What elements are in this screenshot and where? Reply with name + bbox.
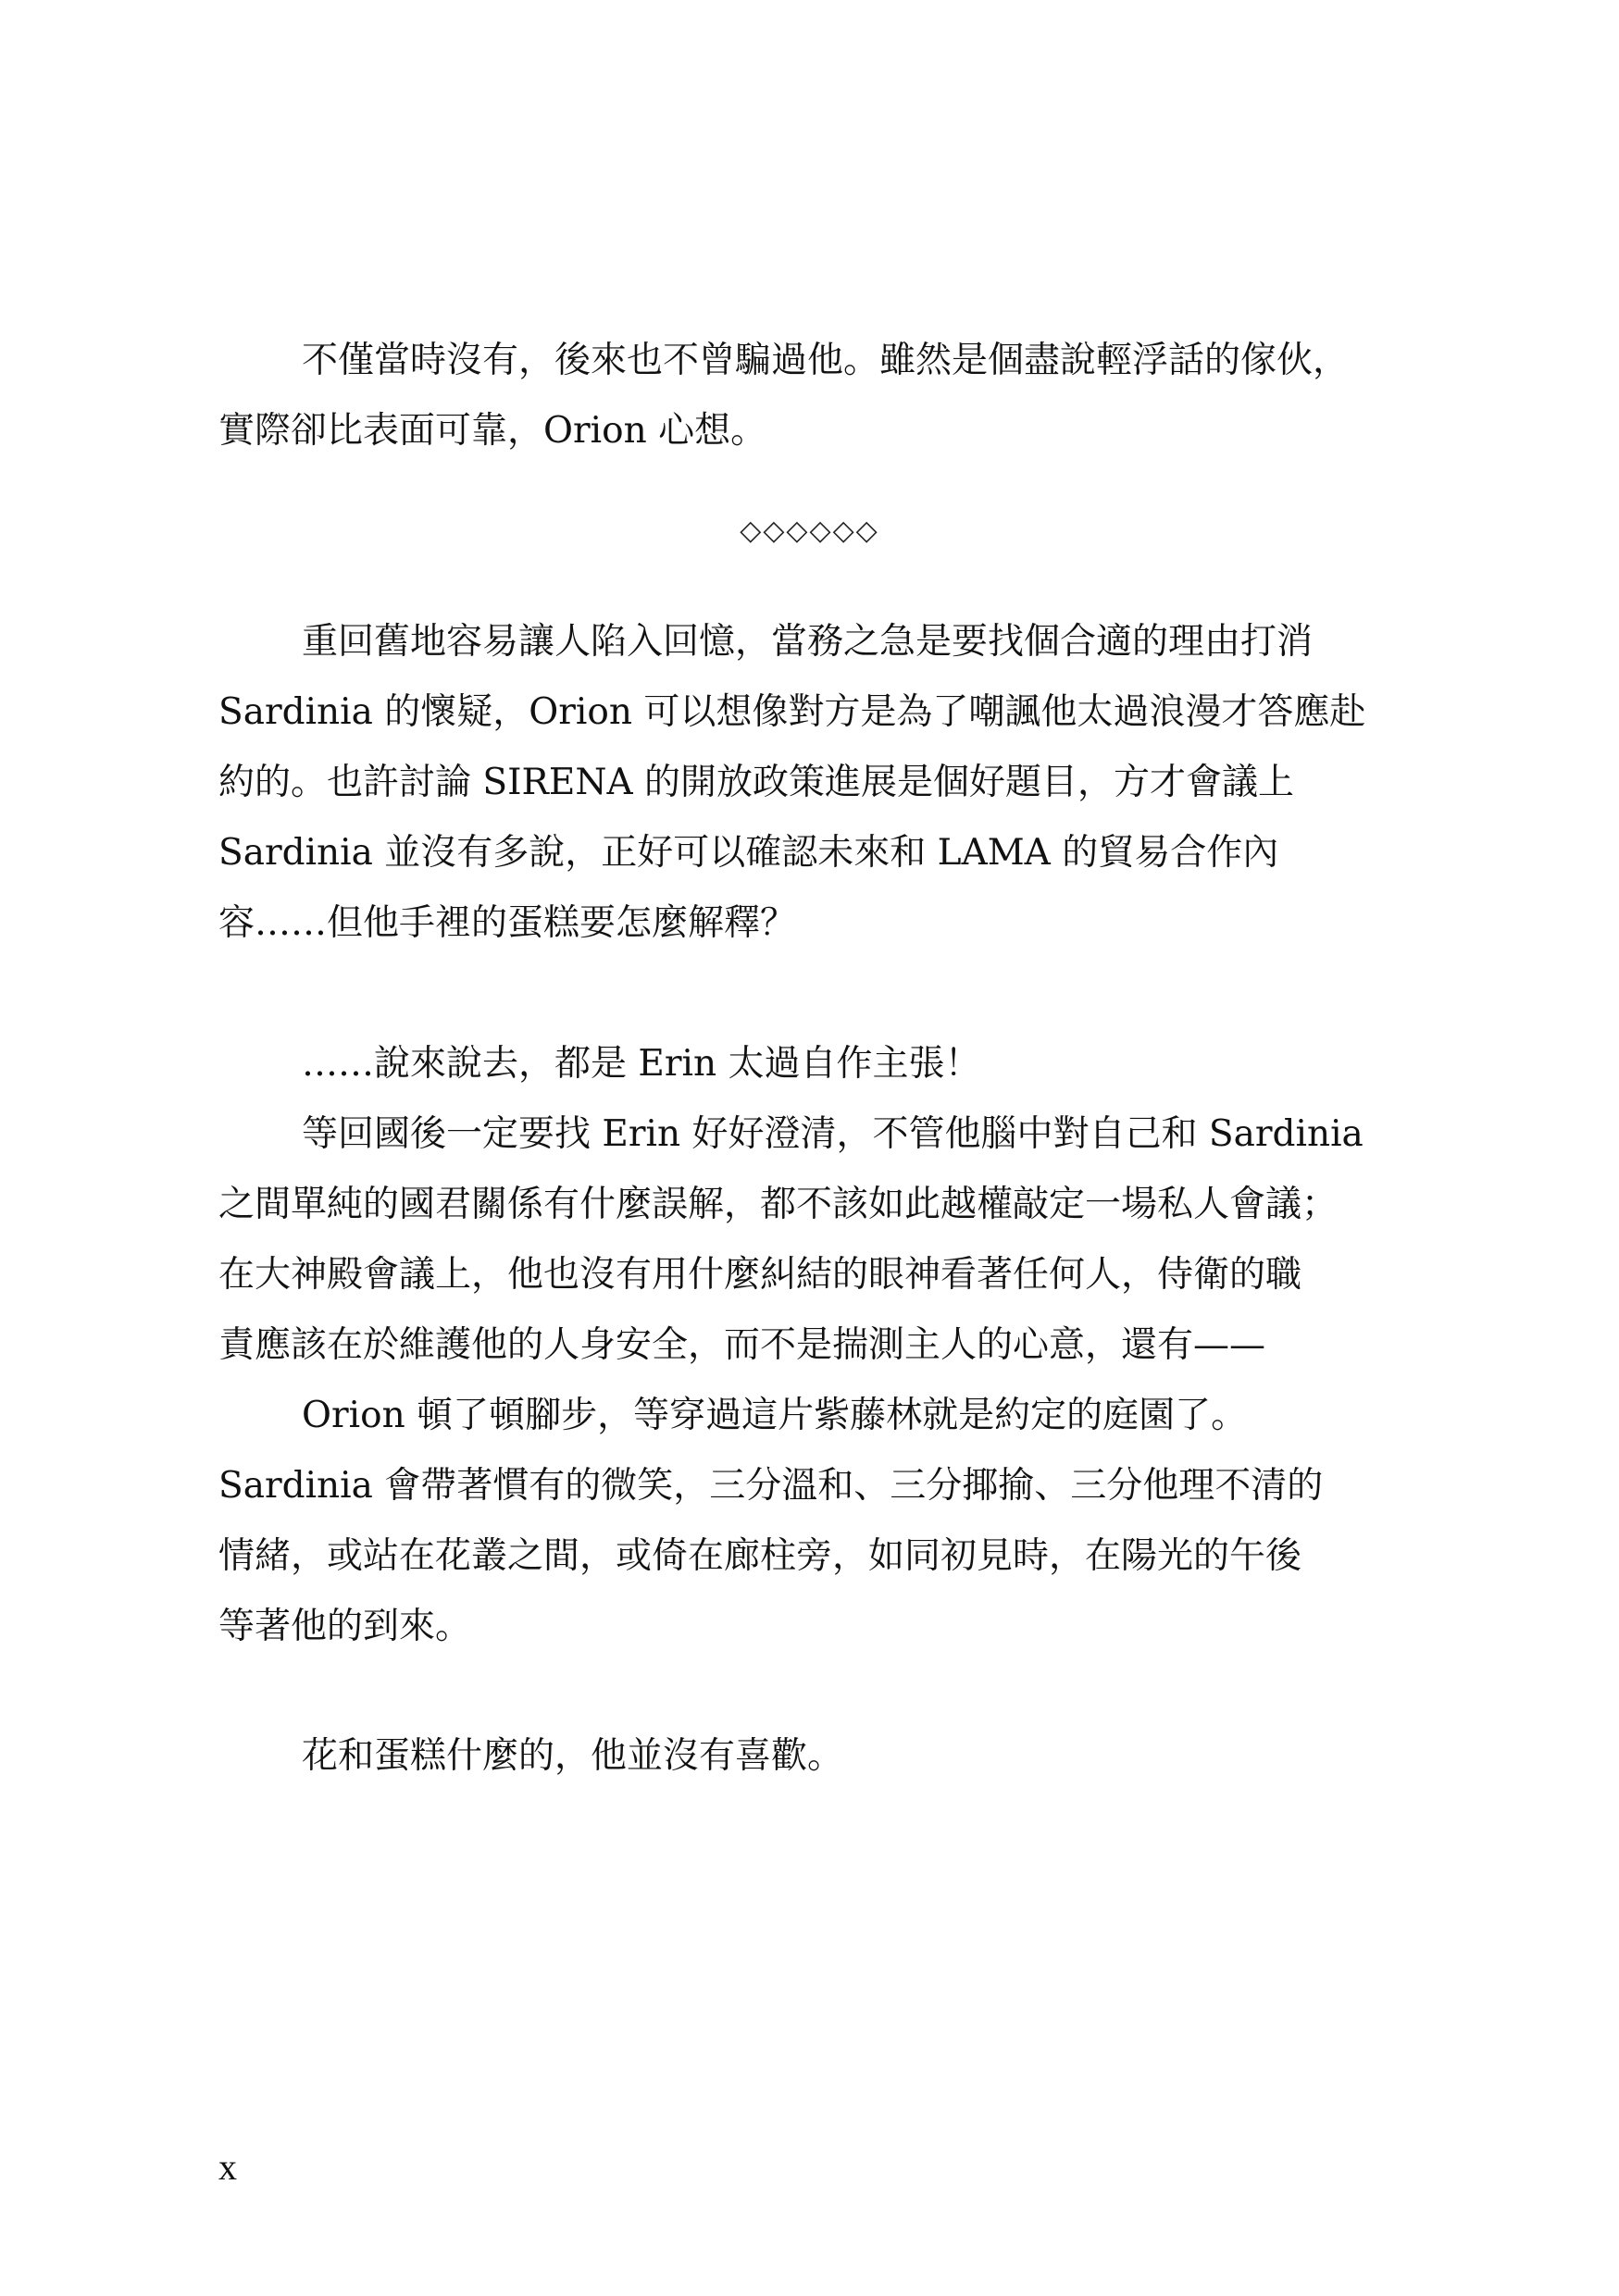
paragraph-3-line-7: Sardinia 會帶著慣有的微笑，三分溫和、三分揶揄、三分他理不清的 xyxy=(218,1465,1324,1507)
paragraph-2-line-1: 重回舊地容易讓人陷入回憶，當務之急是要找個合適的理由打消 xyxy=(302,621,1314,663)
paragraph-3-line-5: 責應該在於維護他的人身安全，而不是揣測主人的心意，還有—— xyxy=(218,1324,1266,1366)
paragraph-3-line-6: Orion 頓了頓腳步，等穿過這片紫藤林就是約定的庭園了。 xyxy=(302,1395,1248,1436)
page-number: x xyxy=(218,2146,237,2188)
paragraph-1-line-2: 實際卻比表面可靠，Orion 心想。 xyxy=(218,410,767,452)
paragraph-2 xyxy=(218,607,1385,959)
paragraph-3-line-2: 等回國後一定要找 Erin 好好澄清，不管他腦中對自己和 Sardinia xyxy=(302,1113,1364,1155)
section-separator: ◇◇◇◇◇◇ xyxy=(740,515,879,547)
paragraph-3-line-1: ……說來說去，都是 Erin 太過自作主張！ xyxy=(302,1043,981,1085)
paragraph-3-line-3: 之間單純的國君關係有什麼誤解，都不該如此越權敲定一場私人會議； xyxy=(218,1184,1339,1225)
paragraph-2-line-5: 容……但他手裡的蛋糕要怎麼解釋？ xyxy=(218,902,797,944)
paragraph-1 xyxy=(218,326,1385,466)
paragraph-3-line-4: 在大神殿會議上，他也沒有用什麼糾結的眼神看著任何人，侍衛的職 xyxy=(218,1254,1302,1296)
paragraph-2-line-4: Sardinia 並沒有多說，正好可以確認未來和 LAMA 的貿易合作內 xyxy=(218,832,1279,874)
paragraph-2-line-3: 約的。也許討論 SIRENA 的開放政策進展是個好題目，方才會議上 xyxy=(218,762,1295,803)
paragraph-3 xyxy=(218,1029,1385,1662)
paragraph-3-line-9: 等著他的到來。 xyxy=(218,1606,472,1647)
paragraph-2-line-2: Sardinia 的懷疑，Orion 可以想像對方是為了嘲諷他太過浪漫才答應赴 xyxy=(218,691,1366,733)
paragraph-3-line-8: 情緒，或站在花叢之間，或倚在廊柱旁，如同初見時，在陽光的午後 xyxy=(218,1535,1302,1577)
paragraph-4 xyxy=(218,1721,1385,1792)
paragraph-1-line-1: 不僅當時沒有，後來也不曾騙過他。雖然是個盡說輕浮話的傢伙， xyxy=(302,340,1350,381)
paragraph-4-line-1: 花和蛋糕什麼的，他並沒有喜歡。 xyxy=(302,1735,844,1777)
